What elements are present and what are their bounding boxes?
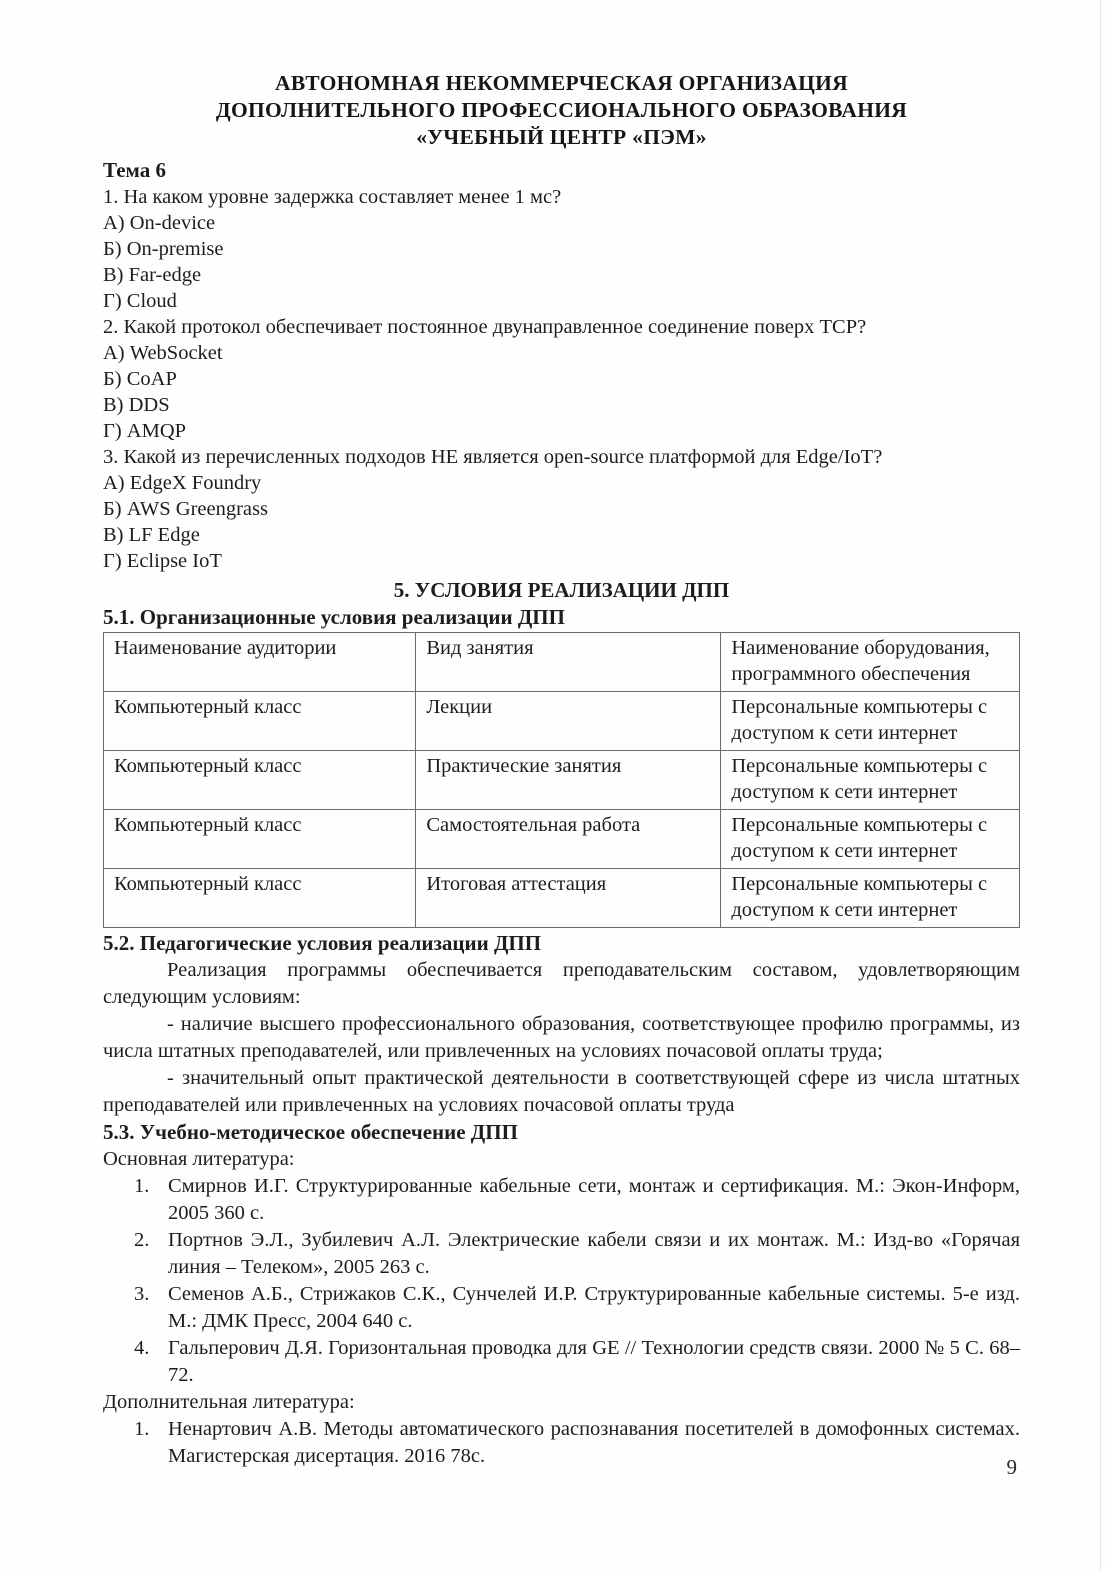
topic-title: Тема 6 — [103, 158, 166, 182]
table-cell: Персональные компьютеры с доступом к сети интернет — [721, 810, 1020, 869]
equipment-table — [103, 632, 1020, 928]
organization-header — [103, 70, 1020, 151]
org-header-line-2: ДОПОЛНИТЕЛЬНОГО ПРОФЕССИОНАЛЬНОГО ОБРАЗОВАНИЯ — [215, 98, 908, 122]
question-option: Г) Cloud — [103, 290, 177, 312]
question-option: В) LF Edge — [103, 524, 200, 546]
question-option: А) EdgeX Foundry — [103, 472, 262, 494]
table-row — [104, 751, 1020, 810]
literature-item — [103, 1173, 1020, 1227]
section-5-title: 5. УСЛОВИЯ РЕАЛИЗАЦИИ ДПП — [393, 578, 730, 602]
question-block-1 — [103, 184, 1020, 314]
question-option: Г) Eclipse IoT — [103, 550, 222, 572]
question-option: Б) CoAP — [103, 368, 177, 390]
section-5-3-title: 5.3. Учебно-методическое обеспечение ДПП — [103, 1120, 518, 1144]
literature-item — [103, 1416, 1020, 1470]
table-cell: Компьютерный класс — [104, 751, 416, 810]
scan-edge-artifact — [1100, 0, 1101, 1570]
table-cell: Персональные компьютеры с доступом к сети интернет — [721, 869, 1020, 928]
paragraph: - наличие высшего профессионального образования, соответствующее профилю программы, из числа штатных преподавателей, или привлеченных на условиях почасовой оплаты труда; — [103, 1013, 1020, 1062]
literature-item — [103, 1227, 1020, 1281]
table-header-cell: Наименование оборудования, программного обеспечения — [721, 633, 1020, 692]
question-text: 1. На каком уровне задержка составляет менее 1 мс? — [103, 186, 562, 208]
table-header-cell: Вид занятия — [416, 633, 721, 692]
table-cell: Самостоятельная работа — [416, 810, 721, 869]
literature-text: Портнов Э.Л., Зубилевич А.Л. Электрические кабели связи и их монтаж. М.: Изд-во «Горячая линия – Телеком», 2005 263 с. — [168, 1229, 1020, 1278]
literature-text: Смирнов И.Г. Структурированные кабельные сети, монтаж и сертификация. М.: Экон-Информ, 2005 360 с. — [168, 1175, 1020, 1224]
paragraph: Реализация программы обеспечивается преподавательским составом, удовлетворяющим следующим условиям: — [103, 959, 1020, 1008]
table-cell: Персональные компьютеры с доступом к сети интернет — [721, 692, 1020, 751]
literature-item — [103, 1335, 1020, 1389]
table-header-row — [104, 633, 1020, 692]
table-cell: Компьютерный класс — [104, 692, 416, 751]
literature-text: Ненартович А.В. Методы автоматического распознавания посетителей в домофонных системах. Магистерская дисертация. 2016 78с. — [168, 1418, 1020, 1467]
question-option: В) Far-edge — [103, 264, 202, 286]
literature-text: Гальперович Д.Я. Горизонтальная проводка для GE // Технологии средств связи. 2000 № 5 С. 68–72. — [168, 1337, 1020, 1386]
literature-number: 3. — [134, 1283, 150, 1305]
section-5-2-title: 5.2. Педагогические условия реализации ДПП — [103, 931, 542, 955]
table-header-cell: Наименование аудитории — [104, 633, 416, 692]
question-block-3 — [103, 444, 1020, 574]
page-number: 9 — [1006, 1455, 1017, 1479]
question-option: А) WebSocket — [103, 342, 223, 364]
table-cell: Компьютерный класс — [104, 869, 416, 928]
additional-literature-list — [103, 1416, 1020, 1470]
literature-number: 4. — [134, 1337, 150, 1359]
org-header-line-1: АВТОНОМНАЯ НЕКОММЕРЧЕСКАЯ ОРГАНИЗАЦИЯ — [275, 71, 848, 95]
table-cell: Лекции — [416, 692, 721, 751]
question-option: А) On-device — [103, 212, 216, 234]
literature-number: 2. — [134, 1229, 150, 1251]
question-block-2 — [103, 314, 1020, 444]
section-5-1-title: 5.1. Организационные условия реализации ДПП — [103, 605, 565, 629]
table-cell: Итоговая аттестация — [416, 869, 721, 928]
literature-number: 1. — [134, 1418, 150, 1440]
table-cell: Компьютерный класс — [104, 810, 416, 869]
main-literature-label: Основная литература: — [103, 1148, 295, 1170]
question-option: Г) AMQP — [103, 420, 187, 442]
main-literature-list — [103, 1173, 1020, 1389]
additional-literature-label: Дополнительная литература: — [103, 1391, 355, 1413]
table-row — [104, 810, 1020, 869]
literature-item — [103, 1281, 1020, 1335]
table-row — [104, 869, 1020, 928]
literature-number: 1. — [134, 1175, 150, 1197]
table-row — [104, 692, 1020, 751]
question-text: 2. Какой протокол обеспечивает постоянное двунаправленное соединение поверх TCP? — [103, 316, 867, 338]
paragraph: - значительный опыт практической деятельности в соответствующей сфере из числа штатных преподавателей или привлеченных на условиях почасовой оплаты труда — [103, 1067, 1020, 1116]
question-option: Б) AWS Greengrass — [103, 498, 268, 520]
question-option: В) DDS — [103, 394, 170, 416]
table-cell: Персональные компьютеры с доступом к сети интернет — [721, 751, 1020, 810]
table-cell: Практические занятия — [416, 751, 721, 810]
literature-text: Семенов А.Б., Стрижаков С.К., Сунчелей И.Р. Структурированные кабельные системы. 5-е изд. М.: ДМК Пресс, 2004 640 с. — [168, 1283, 1020, 1332]
question-text: 3. Какой из перечисленных подходов НЕ является open-source платформой для Edge/IoT? — [103, 446, 883, 468]
org-header-line-3: «УЧЕБНЫЙ ЦЕНТР «ПЭМ» — [416, 125, 707, 149]
question-option: Б) On-premise — [103, 238, 224, 260]
